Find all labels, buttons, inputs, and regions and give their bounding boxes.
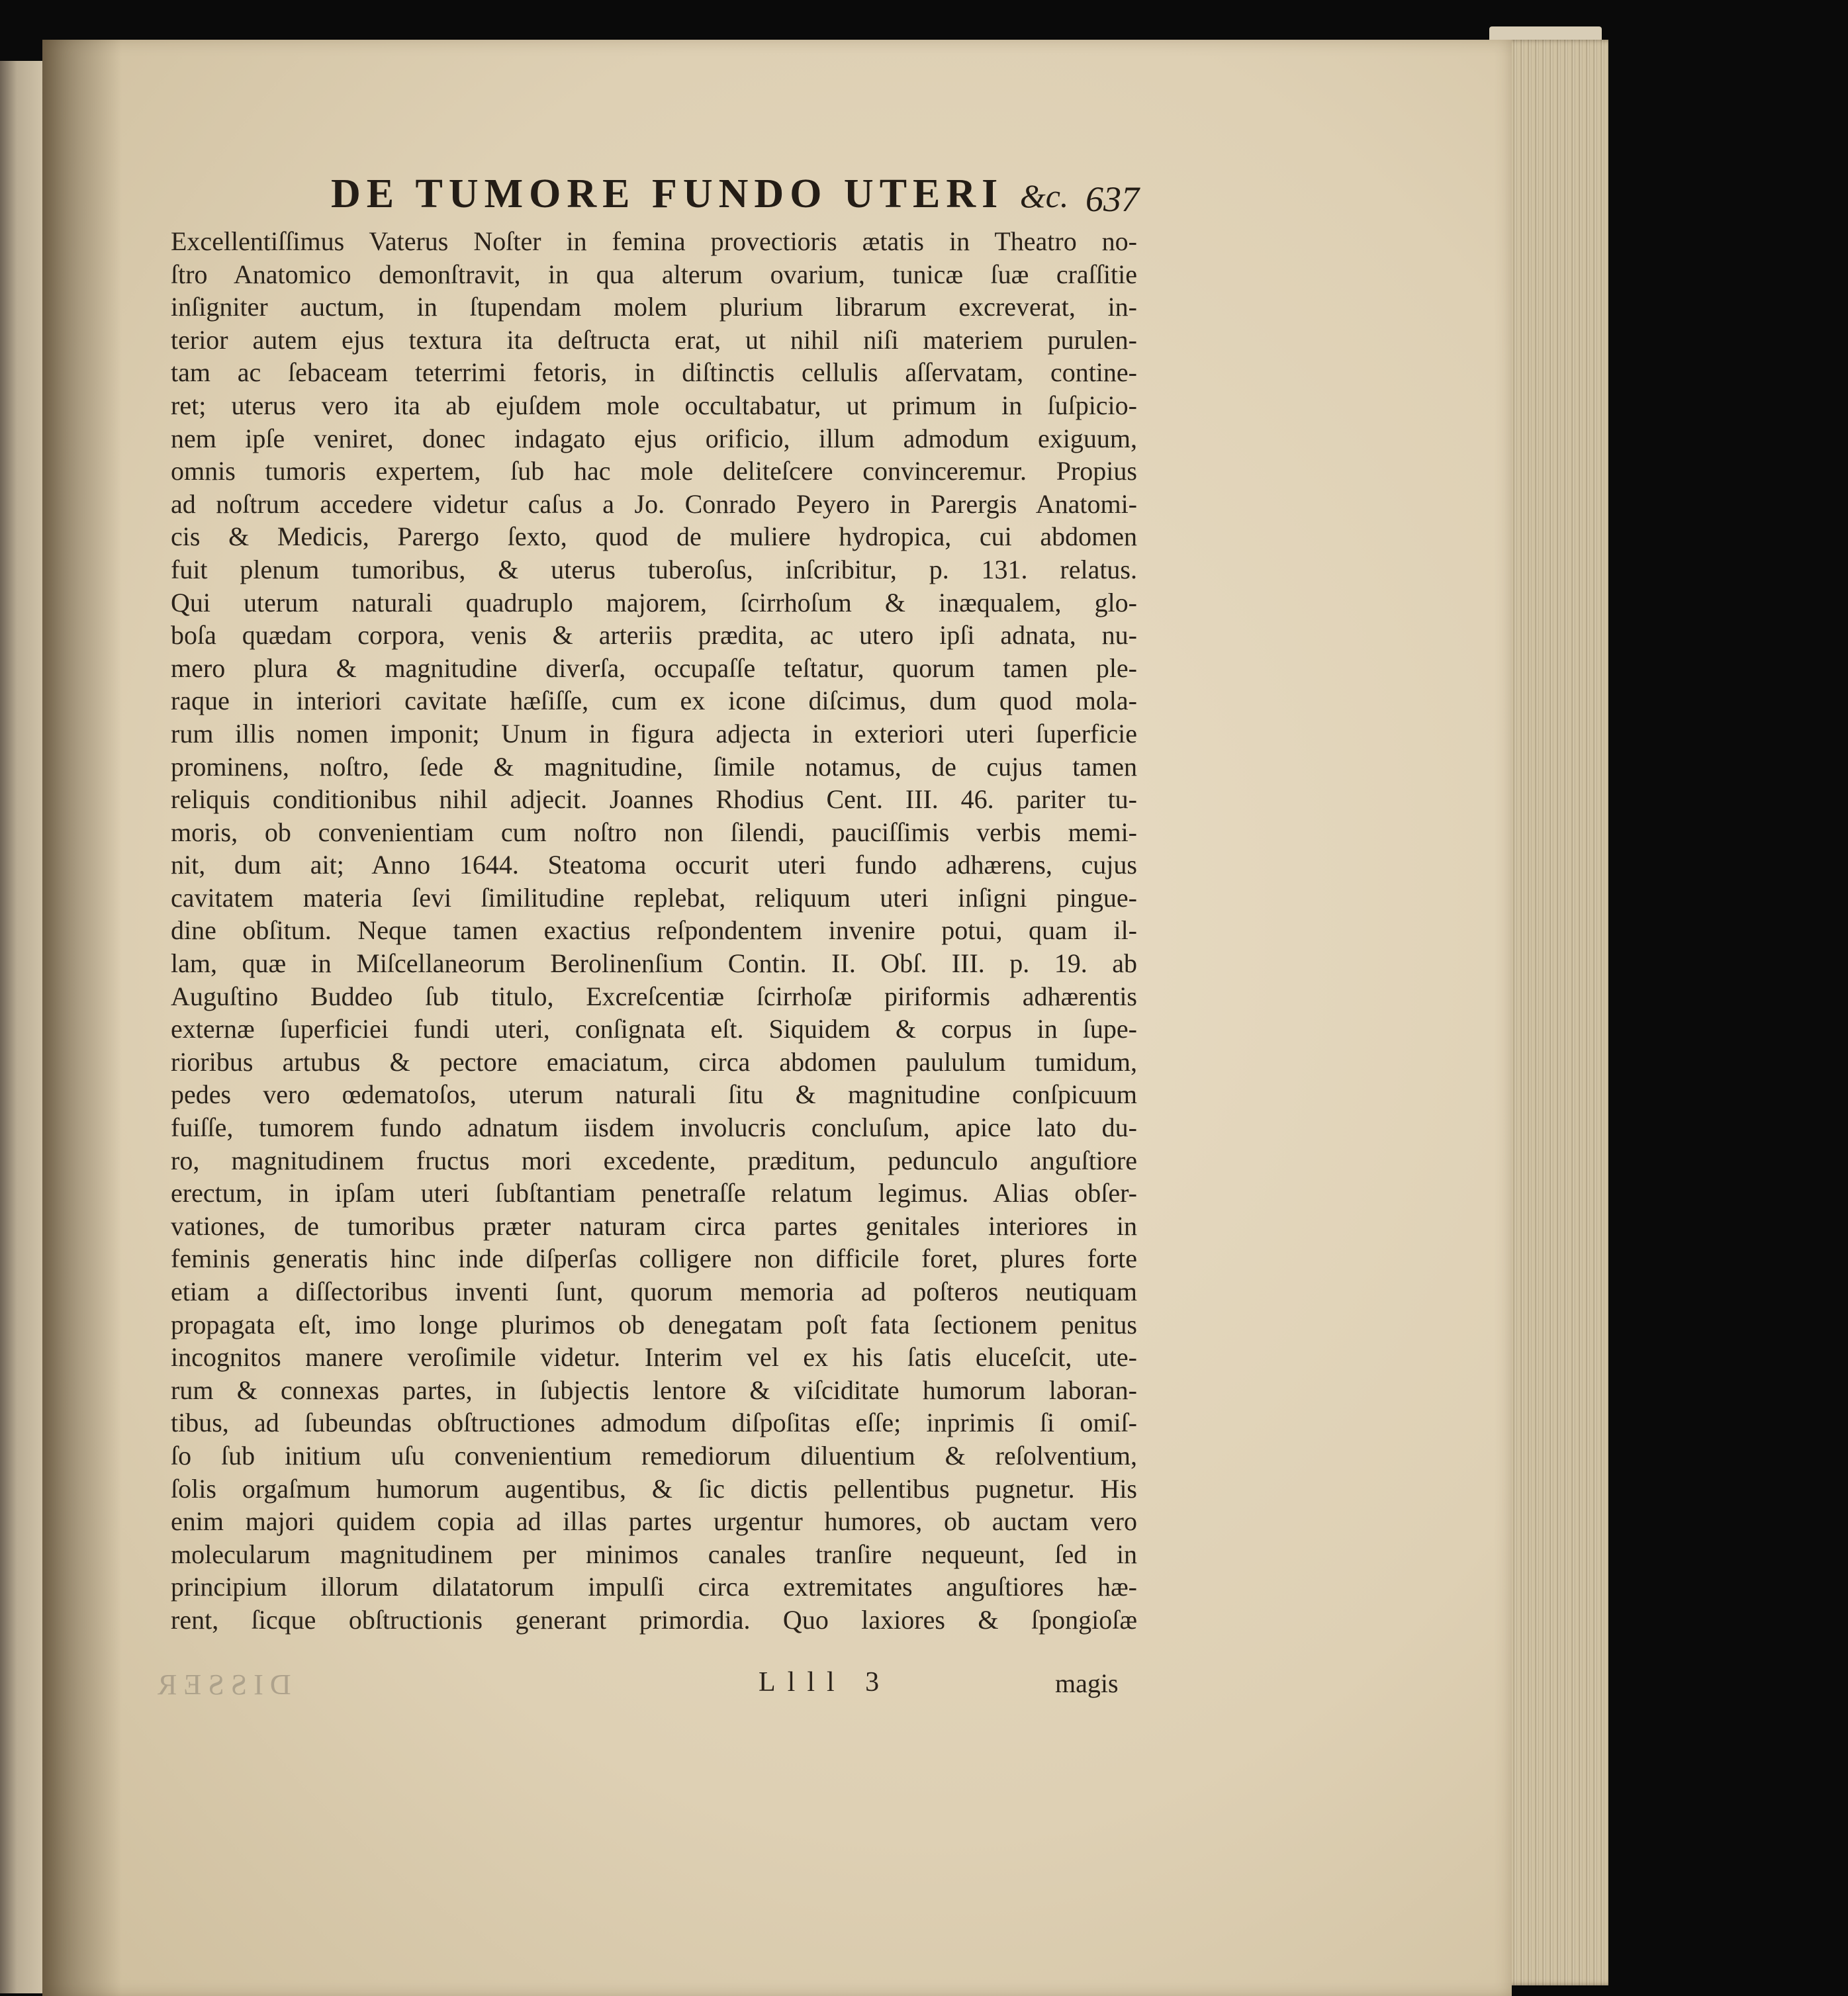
- text-line: inſigniter auctum, in ſtupendam molem plurium librarum excreverat, in-: [171, 292, 1137, 322]
- body-text: [171, 225, 1137, 1637]
- text-line: ad noſtrum accedere videtur caſus a Jo. Conrado Peyero in Parergis Anatomi-: [171, 488, 1137, 519]
- text-line: vationes, de tumoribus præter naturam circa partes genitales interiores in: [171, 1210, 1137, 1241]
- text-line: boſa quædam corpora, venis & arteriis prædita, ac utero ipſi adnata, nu-: [171, 620, 1137, 651]
- text-line: tam ac ſebaceam teterrimi fetoris, in diſtinctis cellulis aſſervatam, contine-: [171, 357, 1137, 388]
- text-line: principium illorum dilatatorum impulſi circa extremitates anguſtiores hæ-: [171, 1572, 1137, 1602]
- text-line: ſolis orgaſmum humorum augentibus, & ſic dictis pellentibus pugnetur. His: [171, 1473, 1137, 1504]
- text-line: nem ipſe veniret, donec indagato ejus orificio, illum admodum exiguum,: [171, 423, 1137, 453]
- text-line: raque in interiori cavitate hæſiſſe, cum ex icone diſcimus, dum quod mola-: [171, 686, 1137, 716]
- running-head-title: DE TUMORE FUNDO UTERI: [331, 171, 1004, 216]
- text-line: externæ ſuperficiei fundi uteri, conſignata eſt. Siquidem & corpus in ſupe-: [171, 1014, 1137, 1044]
- text-line: pedes vero œdematoſos, uterum naturali ſitu & magnitudine conſpicuum: [171, 1079, 1137, 1110]
- text-line: dine obſitum. Neque tamen exactius reſpondentem invenire potui, quam il-: [171, 915, 1137, 946]
- text-line: rum & connexas partes, in ſubjectis lentore & viſciditate humorum laboran-: [171, 1375, 1137, 1405]
- text-line: fuiſſe, tumorem fundo adnatum iisdem involucris concluſum, apice lato du-: [171, 1112, 1137, 1143]
- text-line: terior autem ejus textura ita deſtructa erat, ut nihil niſi materiem purulen-: [171, 324, 1137, 355]
- text-line: rent, ſicque obſtructionis generant primordia. Quo laxiores & ſpongioſæ: [171, 1604, 1137, 1635]
- text-line: tibus, ad ſubeundas obſtructiones admodum diſpoſitas eſſe; inprimis ſi omiſ-: [171, 1408, 1137, 1438]
- offset-print-mirror: DISSER: [151, 1668, 291, 1701]
- text-line: cavitatem materia ſevi ſimilitudine replebat, reliquum uteri inſigni pingue-: [171, 882, 1137, 913]
- text-line: moris, ob convenientiam cum noſtro non ſilendi, pauciſſimis verbis memi-: [171, 817, 1137, 847]
- text-line: etiam a diſſectoribus inventi ſunt, quorum memoria ad poſteros neutiquam: [171, 1277, 1137, 1306]
- text-line: reliquis conditionibus nihil adjecit. Joannes Rhodius Cent. III. 46. pariter tu-: [171, 784, 1137, 815]
- running-head: [331, 171, 1068, 218]
- text-line: ro, magnitudinem fructus mori excedente, præditum, pedunculo anguſtiore: [171, 1145, 1137, 1175]
- text-line: nit, dum ait; Anno 1644. Steatoma occurit uteri fundo adhærens, cujus: [171, 850, 1137, 880]
- facing-page-edge: [0, 61, 42, 1993]
- running-head-etc: &c.: [1019, 177, 1069, 214]
- page-edges-stack: [1502, 40, 1608, 1985]
- text-line: lam, quæ in Miſcellaneorum Berolinenſium Contin. II. Obſ. III. p. 19. ab: [171, 948, 1137, 979]
- text-line: propagata eſt, imo longe plurimos ob denegatam poſt fata ſectionem penitus: [171, 1309, 1137, 1339]
- text-line: Excellentiſſimus Vaterus Noſter in femina provectioris ætatis in Theatro no-: [171, 226, 1137, 256]
- page-number: 637: [1086, 179, 1139, 219]
- text-line: ret; uterus vero ita ab ejuſdem mole occultabatur, ut primum in ſuſpicio-: [171, 390, 1137, 420]
- text-line: Auguſtino Buddeo ſub titulo, Excreſcentiæ ſcirrhoſæ piriformis adhærentis: [171, 981, 1137, 1011]
- text-line: mero plura & magnitudine diverſa, occupaſſe teſtatur, quorum tamen ple-: [171, 653, 1137, 683]
- text-line: incognitos manere veroſimile videtur. Interim vel ex his ſatis eluceſcit, ute-: [171, 1342, 1137, 1373]
- text-line: rioribus artubus & pectore emaciatum, circa abdomen paululum tumidum,: [171, 1046, 1137, 1077]
- text-line: erectum, in ipſam uteri ſubſtantiam penetraſſe relatum legimus. Alias obſer-: [171, 1178, 1137, 1208]
- text-line: feminis generatis hinc inde diſperſas colligere non difficile foret, plures forte: [171, 1244, 1137, 1274]
- text-line: rum illis nomen imponit; Unum in figura adjecta in exteriori uteri ſuperficie: [171, 718, 1137, 748]
- text-line: fuit plenum tumoribus, & uterus tuberoſus, inſcribitur, p. 131. relatus.: [171, 554, 1137, 584]
- text-line: omnis tumoris expertem, ſub hac mole deliteſcere convinceremur. Propius: [171, 456, 1137, 486]
- text-line: ſo ſub initium uſu convenientium remediorum diluentium & reſolventium,: [171, 1440, 1137, 1471]
- text-line: ſtro Anatomico demonſtravit, in qua alterum ovarium, tunicæ ſuæ craſſitie: [171, 259, 1137, 289]
- text-line: prominens, noſtro, ſede & magnitudine, ſimile notamus, de cujus tamen: [171, 751, 1137, 782]
- gutter-shadow: [42, 40, 122, 1996]
- text-line: cis & Medicis, Parergo ſexto, quod de muliere hydropica, cui abdomen: [171, 522, 1137, 552]
- catchword: magis: [1055, 1668, 1119, 1698]
- text-line: enim majori quidem copia ad illas partes urgentur humores, ob auctam vero: [171, 1506, 1137, 1537]
- text-line: molecularum magnitudinem per minimos canales tranſire nequeunt, ſed in: [171, 1539, 1137, 1569]
- text-line: Qui uterum naturali quadruplo majorem, ſcirrhoſum & inæqualem, glo-: [171, 587, 1137, 617]
- signature-mark: Llll 3: [759, 1667, 892, 1698]
